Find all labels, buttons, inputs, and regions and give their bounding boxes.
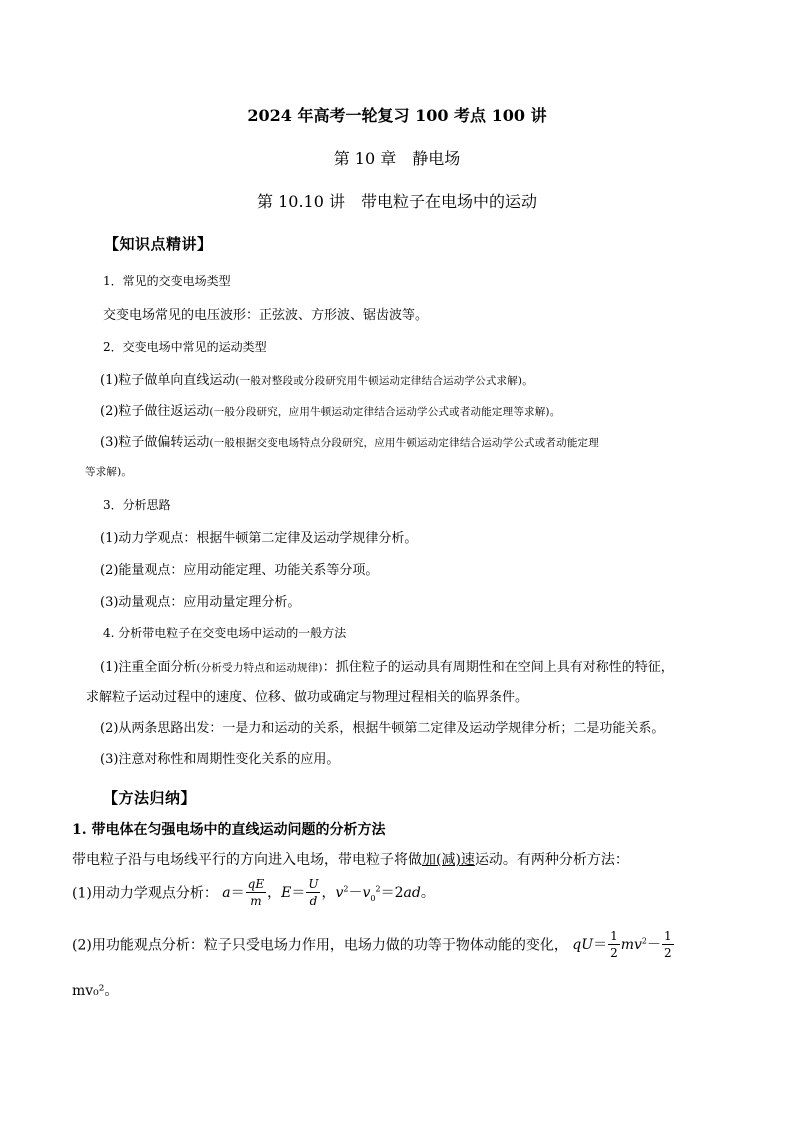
general-method-1: (1)注重全面分析(分析受力特点和运动规律)：抓住粒子的运动具有周期性和在空间上具有对称性的特征， <box>100 660 674 675</box>
chapter-title: 第 10 章 静电场 <box>333 149 461 168</box>
general-method-2: (2)从两条思路出发：一是力和运动的关系，根据牛顿第二定律及运动学规律分析；二是功能关系。 <box>100 721 665 736</box>
method-1-text: 带电粒子沿与电场线平行的方向进入电场，带电粒子将做加(减)速运动。有两种分析方法： <box>72 852 629 868</box>
analysis-2: (2)能量观点：应用动能定理、功能关系等分项。 <box>100 563 379 578</box>
point-1-heading: 1．常见的交变电场类型 <box>103 274 231 288</box>
formula-energy: qU＝ $\frac{1}{2}$ $mv^2-$ $\frac{1}{2}$ <box>572 929 672 960</box>
method-1-title: 1. 带电体在匀强电场中的直线运动问题的分析方法 <box>72 822 386 838</box>
document-title: 2024 年高考一轮复习 100 考点 100 讲 <box>247 106 547 125</box>
motion-type-3: (3)粒子做偏转运动(一般根据交变电场特点分段研究，应用牛顿运动定律结合运动学公式或者动能定理 <box>100 435 599 450</box>
general-method-3: (3)注意对称性和周期性变化关系的应用。 <box>100 752 340 767</box>
motion-type-1: (1)粒子做单向直线运动(一般对整段或分段研究用牛顿运动定律结合运动学公式求解)。 <box>100 373 533 388</box>
general-method-1-cont: 求解粒子运动过程中的速度、位移、做功或确定与物理过程相关的临界条件。 <box>86 690 529 705</box>
lecture-title: 第 10.10 讲 带电粒子在电场中的运动 <box>257 192 537 211</box>
motion-type-2: (2)粒子做往返运动(一般分段研究，应用牛顿运动定律结合运动学公式或者动能定理等求解)。 <box>100 404 561 419</box>
dynamics-analysis: (1)用动力学观点分析： a＝ $\frac{qE}{m}$ ，E＝ $\frac{U}{d}$ ，$v^2-v_0^2=2ad$。 <box>72 877 435 908</box>
point-3-heading: 3．分析思路 <box>103 498 171 512</box>
point-1-text: 交变电场常见的电压波形：正弦波、方形波、锯齿波等。 <box>103 308 429 323</box>
point-4-heading: 4. 分析带电粒子在交变电场中运动的一般方法 <box>103 626 347 640</box>
point-2-heading: 2．交变电场中常见的运动类型 <box>103 340 267 354</box>
energy-analysis: (2)用功能观点分析：粒子只受电场力作用，电场力做的功等于物体动能的变化， qU＝ $\frac{1}{2}$ $mv^2-$ $\frac{1}{2}$ <box>72 930 675 959</box>
motion-type-3-cont: 等求解)。 <box>85 466 133 478</box>
formula-dynamics: a＝ $\frac{qE}{m}$ ，E＝ $\frac{U}{d}$ ，$v^2-v_0^2=2ad$。 <box>222 877 435 908</box>
analysis-1: (1)动力学观点：根据牛顿第二定律及运动学规律分析。 <box>100 531 418 546</box>
energy-analysis-cont: mv₀²。 <box>72 983 119 999</box>
analysis-3: (3)动量观点：应用动量定理分析。 <box>100 595 301 610</box>
knowledge-heading: 【知识点精讲】 <box>104 235 213 253</box>
method-heading: 【方法归纳】 <box>103 789 197 807</box>
